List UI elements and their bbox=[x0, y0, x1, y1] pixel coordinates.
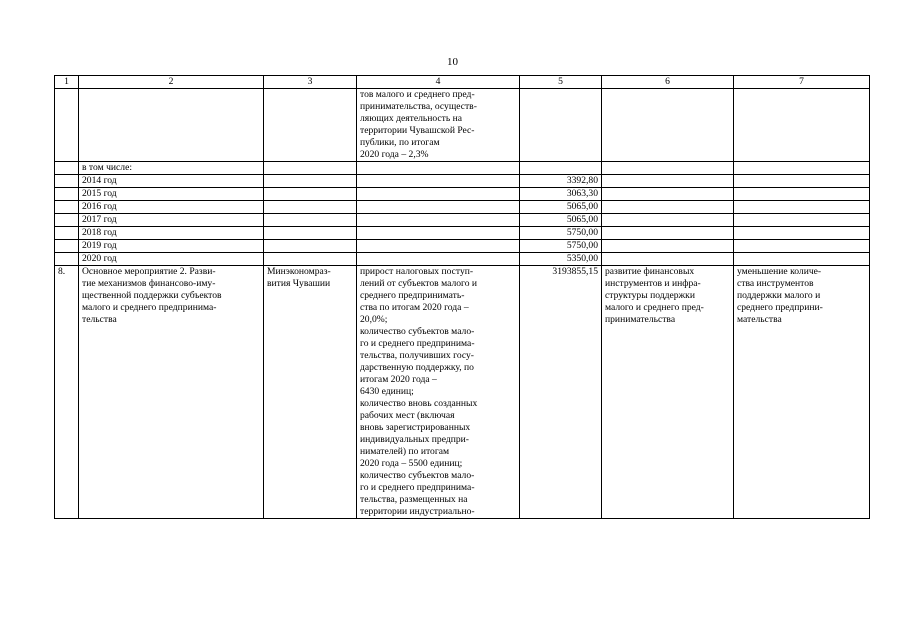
year-value: 5750,00 bbox=[520, 240, 602, 253]
year-label: 2016 год bbox=[79, 201, 264, 214]
year-value: 5065,00 bbox=[520, 201, 602, 214]
expected-result: развитие финансовых инструментов и инфра- структуры поддержки малого и среднего пред- принимательства bbox=[602, 266, 734, 519]
col-num-5: 5 bbox=[520, 76, 602, 89]
year-label: 2020 год bbox=[79, 253, 264, 266]
non-implementation-consequence: уменьшение количе- ства инструментов поддержки малого и среднего предприни- мательства bbox=[734, 266, 870, 519]
year-value: 3392,80 bbox=[520, 175, 602, 188]
year-label: 2017 год bbox=[79, 214, 264, 227]
program-table bbox=[54, 75, 870, 519]
page-number: 10 bbox=[447, 56, 458, 68]
col-num-2: 2 bbox=[79, 76, 264, 89]
year-value: 5750,00 bbox=[520, 227, 602, 240]
column-number-row bbox=[55, 76, 870, 89]
year-row bbox=[55, 240, 870, 253]
year-row bbox=[55, 214, 870, 227]
year-value: 5065,00 bbox=[520, 214, 602, 227]
target-indicators: прирост налоговых поступ- лений от субъектов малого и среднего предпринимать- ства по итогам 2020 года – 20,0%; количество субъектов мало- го и среднего предпринима- тельства, получивших госу- дарственную поддержку, по итогам 2020 года – 6430 единиц; количество вновь созданных рабочих мест (включая вновь зарегистрированных индивидуальных предпри- нимателей) по итогам 2020 года – 5500 единиц; количество субъектов мало- го и среднего предпринима- тельства, размещенных на территории индустриально- bbox=[357, 266, 520, 519]
year-row bbox=[55, 175, 870, 188]
col-num-6: 6 bbox=[602, 76, 734, 89]
row-number: 8. bbox=[55, 266, 79, 519]
continuation-row bbox=[55, 89, 870, 162]
year-row bbox=[55, 253, 870, 266]
year-label: 2015 год bbox=[79, 188, 264, 201]
col-num-3: 3 bbox=[264, 76, 357, 89]
year-row bbox=[55, 201, 870, 214]
year-label: 2018 год bbox=[79, 227, 264, 240]
col-num-1: 1 bbox=[55, 76, 79, 89]
col-num-7: 7 bbox=[734, 76, 870, 89]
year-row bbox=[55, 227, 870, 240]
year-value: 3063,30 bbox=[520, 188, 602, 201]
year-row bbox=[55, 188, 870, 201]
including-row bbox=[55, 162, 870, 175]
year-label: 2014 год bbox=[79, 175, 264, 188]
year-value: 5350,00 bbox=[520, 253, 602, 266]
including-label: в том числе: bbox=[79, 162, 264, 175]
continuation-indicator: тов малого и среднего пред- принимательства, осуществ- ляющих деятельность на территории Чувашской Рес- публики, по итогам 2020 года – 2,3% bbox=[357, 89, 520, 162]
measure-name: Основное мероприятие 2. Разви- тие механизмов финансово-иму- щественной поддержки субъектов малого и среднего предпринима- тельства bbox=[79, 266, 264, 519]
year-label: 2019 год bbox=[79, 240, 264, 253]
executor: Минэкономраз- вития Чувашии bbox=[264, 266, 357, 519]
measure-row-8 bbox=[55, 266, 870, 519]
col-num-4: 4 bbox=[357, 76, 520, 89]
funding-amount: 3193855,15 bbox=[520, 266, 602, 519]
